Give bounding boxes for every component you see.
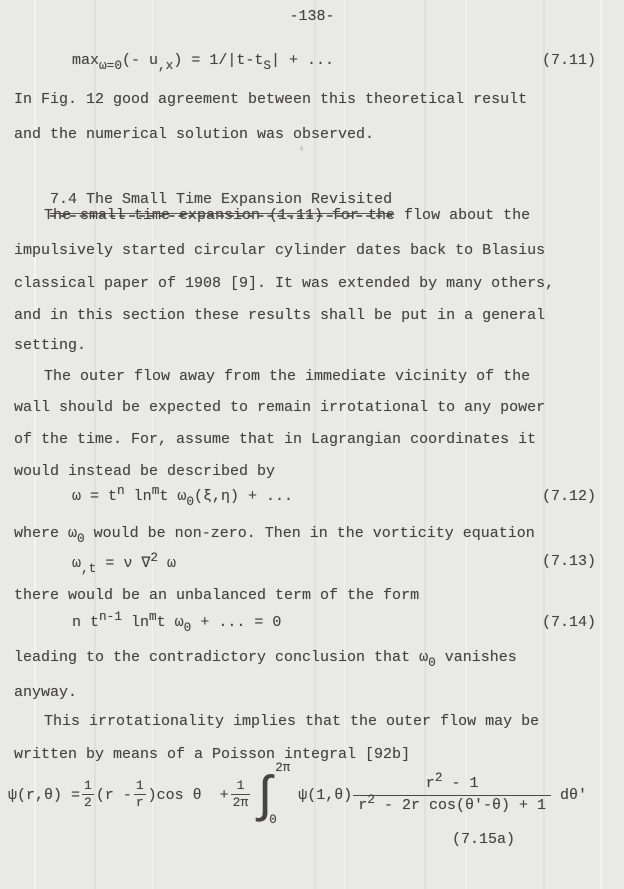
body-line: written by means of a Poisson integral [92b] bbox=[14, 746, 411, 763]
scan-streak bbox=[600, 0, 602, 889]
body-line: In Fig. 12 good agreement between this theoretical result bbox=[14, 91, 528, 108]
eq-7-15a-open-term: (r - bbox=[95, 786, 132, 804]
body-line: there would be an unbalanced term of the form bbox=[14, 587, 420, 604]
equation-7-15a-number: (7.15a) bbox=[452, 831, 516, 848]
body-line: and in this section these results shall be put in a general bbox=[14, 307, 546, 324]
fraction-poisson-kernel: $\frac{r^2 - 1}{r^2 - 2r \cos(\theta'-\theta) + 1}$ bbox=[353, 776, 551, 815]
equation-7-11-number: (7.11) bbox=[542, 52, 597, 69]
body-line: The outer flow away from the immediate vicinity of the bbox=[44, 368, 531, 385]
body-line: impulsively started circular cylinder dates back to Blasius bbox=[14, 242, 546, 259]
eq-7-15a-close-term: )cos θ + bbox=[147, 786, 229, 804]
integral-lower-limit: 0 bbox=[269, 813, 277, 827]
fraction-one-over-r: $\frac{1}{r}$ bbox=[135, 778, 144, 810]
equation-7-13 bbox=[0, 550, 624, 579]
equation-7-14-expression: n $t^{n-1}$ $\ln^mt$ $\omega_0$ + ... = 0 bbox=[72, 609, 282, 635]
body-line: This irrotationality implies that the outer flow may be bbox=[44, 713, 540, 730]
equation-7-14 bbox=[0, 609, 624, 640]
eq-7-15a-differential: dθ' bbox=[551, 786, 588, 804]
fraction-one-over-2pi: $\frac{1}{2\pi}$ bbox=[232, 778, 249, 810]
eq-7-15a-integrand: ψ(1,θ) bbox=[298, 786, 353, 804]
body-line: and the numerical solution was observed. bbox=[14, 126, 375, 143]
fraction-one-half: $\frac{1}{2}$ bbox=[84, 778, 92, 810]
equation-7-11 bbox=[0, 52, 624, 78]
body-line: where $\omega_0$ would be non-zero. Then in the vorticity equation bbox=[14, 525, 535, 546]
scan-speck bbox=[300, 146, 303, 151]
equation-7-13-number: (7.13) bbox=[542, 553, 597, 570]
eq-7-15a-lhs: ψ(r,θ) = bbox=[8, 786, 81, 804]
body-line: anyway. bbox=[14, 684, 78, 701]
section-heading-text: 7.4 The Small Time Expansion Revisited bbox=[50, 190, 392, 214]
equation-7-12-expression: $\omega = t^n$ $\ln^mt$ $\omega_0(\xi,\eta)$ + ... bbox=[72, 483, 294, 509]
equation-7-12 bbox=[0, 483, 624, 514]
body-line: setting. bbox=[14, 337, 87, 354]
body-line: classical paper of 1908 [9]. It was extended by many others, bbox=[14, 275, 555, 292]
equation-7-13-expression: $\omega_{,t} = \nu$ ∇$^2$ ω bbox=[72, 550, 177, 576]
scan-streak bbox=[543, 0, 545, 889]
body-line: The small time expansion (1.11) for the flow about the bbox=[44, 207, 531, 224]
integral-upper-limit: 2π bbox=[275, 761, 291, 775]
equation-7-12-number: (7.12) bbox=[542, 488, 597, 505]
page-number: -138- bbox=[289, 8, 335, 25]
body-line: would instead be described by bbox=[14, 463, 276, 480]
equation-7-11-expression: $\max_{\omega=0}(-$ $u_{,x}) = 1/|t-t_S|$ + ... bbox=[72, 52, 334, 73]
equation-7-14-number: (7.14) bbox=[542, 614, 597, 631]
integral-sign: ∫ 2π 0 bbox=[258, 761, 291, 827]
body-line: leading to the contradictory conclusion that $\omega_0$ vanishes bbox=[14, 649, 517, 670]
body-line: wall should be expected to remain irrotational to any power bbox=[14, 399, 546, 416]
equation-7-15a bbox=[8, 761, 588, 827]
body-line: of the time. For, assume that in Lagrangian coordinates it bbox=[14, 431, 537, 448]
